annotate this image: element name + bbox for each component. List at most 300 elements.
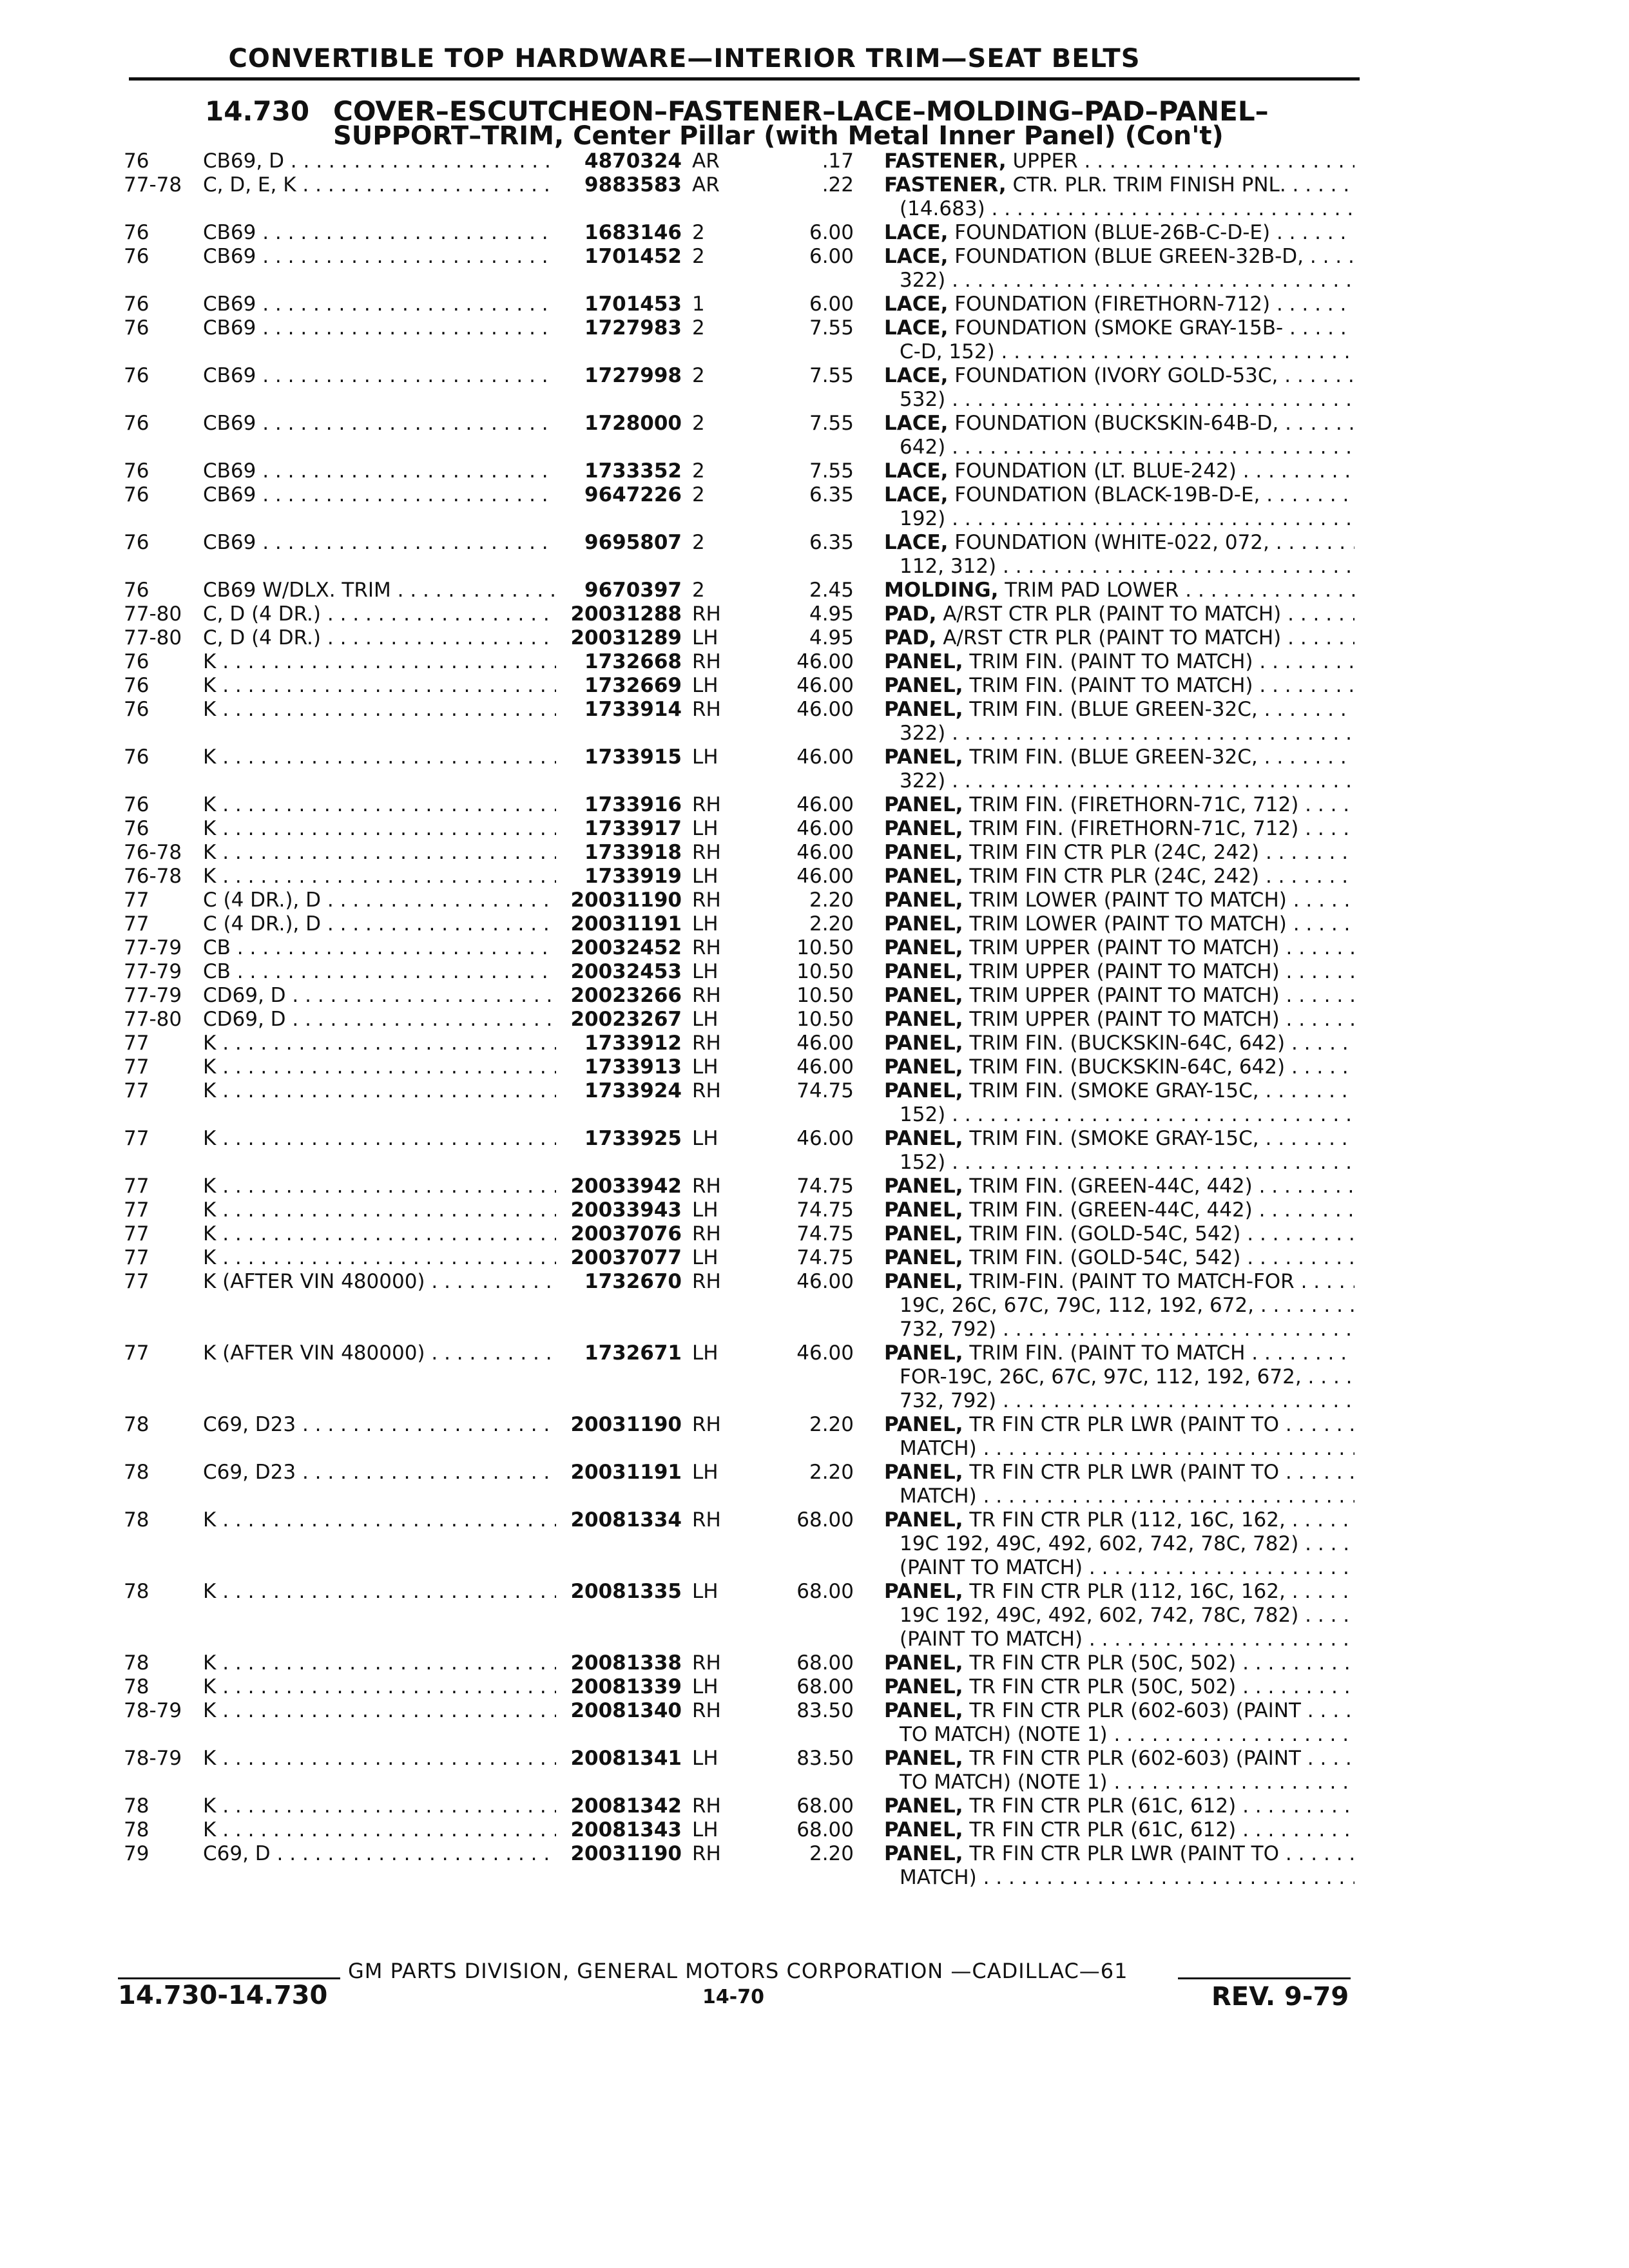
description-line — [884, 1580, 1354, 1604]
description-line — [884, 1389, 1354, 1413]
part-number: 20032453 — [570, 960, 682, 983]
part-year: 76 — [124, 674, 149, 697]
description-line — [884, 722, 1354, 745]
part-row — [0, 316, 1629, 364]
part-qty: AR — [692, 173, 720, 197]
part-name: PANEL, — [884, 1008, 963, 1031]
description-text: TO MATCH) (NOTE 1) — [900, 1723, 1108, 1746]
part-price: 74.75 — [796, 1175, 854, 1198]
part-number: 20033943 — [570, 1198, 682, 1222]
part-row — [0, 412, 1629, 459]
part-price: 7.55 — [809, 459, 854, 483]
part-name: PANEL, — [884, 1413, 963, 1436]
part-description — [884, 1270, 1354, 1341]
part-year: 77-79 — [124, 960, 182, 983]
page-header-title: CONVERTIBLE TOP HARDWARE—INTERIOR TRIM—SEAT BELTS — [228, 44, 1141, 73]
part-price: 74.75 — [796, 1222, 854, 1245]
description-text: MATCH) — [900, 1485, 977, 1508]
part-description — [884, 1032, 1354, 1055]
part-row — [0, 1842, 1629, 1890]
part-description — [884, 459, 1354, 483]
part-price: 46.00 — [796, 674, 854, 697]
parts-list — [0, 149, 1629, 1890]
footer-corporation: GM PARTS DIVISION, GENERAL MOTORS CORPORATION —CADILLAC—61 — [348, 1959, 1128, 1983]
part-description — [884, 1651, 1354, 1675]
description-text: 152) — [900, 1103, 946, 1126]
description-line — [884, 1413, 1354, 1437]
part-number: 1733917 — [584, 817, 682, 840]
part-row — [0, 149, 1629, 173]
part-year: 77 — [124, 1127, 149, 1150]
part-name: PANEL, — [884, 865, 963, 888]
part-qty: RH — [692, 1508, 721, 1532]
description-text: TRIM UPPER (PAINT TO MATCH) — [963, 984, 1280, 1007]
description-text: TR FIN CTR PLR (112, 16C, 162, — [963, 1580, 1286, 1603]
part-description — [884, 745, 1354, 793]
description-text: 19C 192, 49C, 492, 602, 742, 78C, 782) — [900, 1604, 1299, 1627]
part-year: 76 — [124, 316, 149, 340]
description-line — [884, 1437, 1354, 1461]
part-qty: LH — [692, 1341, 718, 1365]
part-description — [884, 245, 1354, 293]
part-name: PANEL, — [884, 1198, 963, 1222]
description-text: A/RST CTR PLR (PAINT TO MATCH) — [936, 626, 1282, 649]
description-text: A/RST CTR PLR (PAINT TO MATCH) — [936, 602, 1282, 626]
part-description — [884, 149, 1354, 173]
part-row — [0, 1198, 1629, 1222]
footer-page-number: 14-70 — [702, 1986, 764, 2008]
part-price: 46.00 — [796, 1055, 854, 1079]
part-description — [884, 221, 1354, 245]
part-qty: LH — [692, 817, 718, 840]
part-row — [0, 221, 1629, 245]
part-description — [884, 1008, 1354, 1032]
part-row — [0, 1508, 1629, 1580]
description-text: C-D, 152) — [900, 340, 995, 363]
part-name: PANEL, — [884, 960, 963, 983]
part-name: LACE, — [884, 293, 949, 316]
part-number: 1733913 — [584, 1055, 682, 1079]
description-text: CTR. PLR. TRIM FINISH PNL. — [1006, 173, 1286, 197]
part-description — [884, 1461, 1354, 1508]
part-price: 68.00 — [796, 1675, 854, 1698]
part-year: 77 — [124, 1270, 149, 1293]
part-model: K . . . — [203, 1198, 556, 1222]
description-line — [884, 912, 1354, 936]
description-line — [884, 1008, 1354, 1032]
part-description — [884, 1341, 1354, 1413]
part-year: 76 — [124, 650, 149, 673]
description-line — [884, 1341, 1354, 1365]
part-year: 77-80 — [124, 626, 182, 649]
description-text: FOUNDATION (FIRETHORN-712) — [948, 293, 1271, 316]
description-line — [884, 1270, 1354, 1294]
part-model: K . . . — [203, 1175, 556, 1198]
part-qty: RH — [692, 1079, 721, 1102]
part-row — [0, 1818, 1629, 1842]
part-number: 20081339 — [570, 1675, 682, 1698]
part-number: 1733925 — [584, 1127, 682, 1150]
description-text: TRIM FIN. (PAINT TO MATCH) — [963, 674, 1253, 697]
part-name: LACE, — [884, 364, 949, 387]
part-number: 20081334 — [570, 1508, 682, 1532]
part-price: 7.55 — [809, 364, 854, 387]
part-qty: RH — [692, 984, 721, 1007]
part-description — [884, 531, 1354, 579]
part-model: K (AFTER VIN 480000) . . . — [203, 1270, 556, 1294]
part-number: 20031289 — [570, 626, 682, 649]
part-year: 76-78 — [124, 865, 182, 888]
part-name: PANEL, — [884, 1651, 963, 1675]
part-model: K . . . — [203, 1794, 556, 1818]
part-year: 78 — [124, 1413, 149, 1436]
part-model: K . . . — [203, 1222, 556, 1246]
part-row — [0, 293, 1629, 316]
part-name: PANEL, — [884, 1127, 963, 1150]
description-text: TRIM FIN. (GOLD-54C, 542) — [963, 1222, 1241, 1245]
part-number: 20023266 — [570, 984, 682, 1007]
description-line — [884, 1556, 1354, 1580]
part-row — [0, 745, 1629, 793]
part-description — [884, 1794, 1354, 1818]
description-text: TO MATCH) (NOTE 1) — [900, 1771, 1108, 1794]
part-name: LACE, — [884, 531, 949, 554]
part-row — [0, 1651, 1629, 1675]
part-year: 76 — [124, 149, 149, 173]
part-description — [884, 960, 1354, 984]
part-qty: LH — [692, 960, 718, 983]
part-name: LACE, — [884, 459, 949, 483]
description-text: FOUNDATION (BLUE-26B-C-D-E) — [948, 221, 1271, 244]
part-name: LACE, — [884, 316, 949, 340]
part-name: LACE, — [884, 412, 949, 435]
part-qty: RH — [692, 1699, 721, 1722]
part-qty: RH — [692, 1032, 721, 1055]
part-price: 10.50 — [796, 936, 854, 959]
description-line — [884, 1198, 1354, 1222]
part-number: 20081340 — [570, 1699, 682, 1722]
description-line — [884, 889, 1354, 912]
description-line — [884, 1032, 1354, 1055]
part-name: PANEL, — [884, 674, 963, 697]
part-name: PANEL, — [884, 841, 963, 864]
part-price: 6.35 — [809, 531, 854, 554]
description-line — [884, 388, 1354, 412]
part-number: 1728000 — [584, 412, 682, 435]
part-price: 2.20 — [809, 912, 854, 936]
part-model: K . . . — [203, 674, 556, 698]
part-name: PANEL, — [884, 1055, 963, 1079]
part-qty: RH — [692, 698, 721, 721]
part-name: PANEL, — [884, 1032, 963, 1055]
part-qty: 2 — [692, 531, 705, 554]
description-text: FOUNDATION (WHITE-022, 072, — [948, 531, 1269, 554]
part-price: 46.00 — [796, 1270, 854, 1293]
description-line — [884, 197, 1354, 221]
part-qty: 2 — [692, 412, 705, 435]
part-qty: LH — [692, 1461, 718, 1484]
part-price: 46.00 — [796, 1032, 854, 1055]
part-qty: RH — [692, 1270, 721, 1293]
description-line — [884, 1485, 1354, 1508]
part-description — [884, 483, 1354, 531]
section-title-line-1: COVER–ESCUTCHEON–FASTENER–LACE–MOLDING–PAD–PANEL– — [333, 95, 1269, 127]
description-line — [884, 1175, 1354, 1198]
description-text: TRIM FIN. (SMOKE GRAY-15C, — [963, 1127, 1259, 1150]
description-line — [884, 245, 1354, 269]
part-number: 1727998 — [584, 364, 682, 387]
part-qty: 1 — [692, 293, 705, 316]
description-line — [884, 1628, 1354, 1651]
part-number: 20031190 — [570, 889, 682, 912]
description-text: TRIM-FIN. (PAINT TO MATCH-FOR — [963, 1270, 1295, 1293]
part-description — [884, 579, 1354, 602]
description-line — [884, 507, 1354, 531]
part-row — [0, 1055, 1629, 1079]
part-model: C, D (4 DR.) . . . — [203, 626, 556, 650]
part-price: 68.00 — [796, 1508, 854, 1532]
part-model: CB69 . . . — [203, 364, 556, 388]
part-price: 46.00 — [796, 865, 854, 888]
description-text: TRIM FIN CTR PLR (24C, 242) — [963, 841, 1260, 864]
part-row — [0, 1175, 1629, 1198]
part-description — [884, 1818, 1354, 1842]
description-text: (PAINT TO MATCH) — [900, 1628, 1083, 1651]
part-model: CD69, D . . . — [203, 984, 556, 1008]
part-row — [0, 865, 1629, 889]
footer-section-range: 14.730-14.730 — [118, 1981, 328, 2010]
part-year: 76 — [124, 698, 149, 721]
description-text: MATCH) — [900, 1866, 977, 1889]
part-name: PANEL, — [884, 698, 963, 721]
part-price: 6.00 — [809, 293, 854, 316]
part-model: K . . . — [203, 1675, 556, 1699]
part-name: PANEL, — [884, 1508, 963, 1532]
part-model: CB . . . — [203, 960, 556, 984]
description-line — [884, 221, 1354, 245]
part-number: 20037076 — [570, 1222, 682, 1245]
part-model: K . . . — [203, 1651, 556, 1675]
part-price: 2.20 — [809, 1461, 854, 1484]
description-line — [884, 1508, 1354, 1532]
description-text: FOUNDATION (BUCKSKIN-64B-D, — [948, 412, 1279, 435]
part-year: 76 — [124, 221, 149, 244]
description-line — [884, 1151, 1354, 1175]
part-name: PANEL, — [884, 793, 963, 816]
part-model: K . . . — [203, 1508, 556, 1532]
part-description — [884, 817, 1354, 841]
description-line — [884, 459, 1354, 483]
description-text: 642) — [900, 436, 946, 459]
part-year: 78 — [124, 1580, 149, 1603]
part-model: CB69 . . . — [203, 412, 556, 436]
part-year: 78-79 — [124, 1699, 182, 1722]
part-name: PANEL, — [884, 1246, 963, 1269]
part-year: 77 — [124, 1198, 149, 1222]
description-line — [884, 1294, 1354, 1318]
part-price: 6.35 — [809, 483, 854, 506]
description-line — [884, 817, 1354, 841]
section-title-line-2: SUPPORT–TRIM, Center Pillar (with Metal Inner Panel) (Con't) — [333, 121, 1224, 151]
part-qty: 2 — [692, 364, 705, 387]
description-text: FOUNDATION (SMOKE GRAY-15B- — [948, 316, 1284, 340]
part-qty: RH — [692, 650, 721, 673]
description-line — [884, 745, 1354, 769]
part-price: 68.00 — [796, 1818, 854, 1841]
part-qty: LH — [692, 912, 718, 936]
description-line — [884, 1866, 1354, 1890]
part-price: 2.20 — [809, 1413, 854, 1436]
part-qty: LH — [692, 1127, 718, 1150]
description-text: FOR-19C, 26C, 67C, 97C, 112, 192, 672, — [900, 1365, 1302, 1389]
description-text: 732, 792) — [900, 1389, 997, 1412]
description-line — [884, 1103, 1354, 1127]
section-number: 14.730 — [205, 95, 310, 127]
part-description — [884, 674, 1354, 698]
part-price: 6.00 — [809, 245, 854, 268]
part-price: 68.00 — [796, 1651, 854, 1675]
description-line — [884, 364, 1354, 388]
part-price: .17 — [822, 149, 854, 173]
part-price: 68.00 — [796, 1580, 854, 1603]
description-line — [884, 602, 1354, 626]
part-price: 4.95 — [809, 626, 854, 649]
description-text: TRIM FIN. (FIRETHORN-71C, 712) — [963, 817, 1299, 840]
part-price: 46.00 — [796, 817, 854, 840]
part-model: K . . . — [203, 1055, 556, 1079]
part-row — [0, 936, 1629, 960]
description-line — [884, 1055, 1354, 1079]
description-text: FOUNDATION (BLACK-19B-D-E, — [948, 483, 1260, 506]
description-line — [884, 650, 1354, 674]
part-price: 74.75 — [796, 1079, 854, 1102]
part-model: C (4 DR.), D . . . — [203, 889, 556, 912]
part-row — [0, 1270, 1629, 1341]
part-year: 78 — [124, 1675, 149, 1698]
part-price: 10.50 — [796, 960, 854, 983]
part-description — [884, 889, 1354, 912]
part-year: 76 — [124, 483, 149, 506]
description-text: FOUNDATION (IVORY GOLD-53C, — [948, 364, 1278, 387]
part-number: 1733912 — [584, 1032, 682, 1055]
description-text: 19C 192, 49C, 492, 602, 742, 78C, 782) — [900, 1532, 1299, 1555]
part-model: K . . . — [203, 1127, 556, 1151]
description-line — [884, 436, 1354, 459]
part-row — [0, 889, 1629, 912]
part-row — [0, 841, 1629, 865]
part-model: C, D (4 DR.) . . . — [203, 602, 556, 626]
part-name: PANEL, — [884, 1818, 963, 1841]
part-year: 78-79 — [124, 1747, 182, 1770]
part-description — [884, 793, 1354, 817]
part-price: 83.50 — [796, 1699, 854, 1722]
description-line — [884, 1079, 1354, 1103]
description-line — [884, 698, 1354, 722]
part-number: 1733924 — [584, 1079, 682, 1102]
part-description — [884, 1127, 1354, 1175]
part-number: 1732669 — [584, 674, 682, 697]
part-number: 20031190 — [570, 1842, 682, 1865]
header-rule — [129, 77, 1360, 81]
description-text: TRIM FIN. (SMOKE GRAY-15C, — [963, 1079, 1259, 1102]
part-number: 20081338 — [570, 1651, 682, 1675]
description-line — [884, 483, 1354, 507]
description-text: TRIM PAD LOWER — [998, 579, 1179, 602]
part-row — [0, 1008, 1629, 1032]
part-number: 20031288 — [570, 602, 682, 626]
part-year: 77-78 — [124, 173, 182, 197]
part-row — [0, 960, 1629, 984]
description-line — [884, 1651, 1354, 1675]
part-qty: RH — [692, 1842, 721, 1865]
description-line — [884, 769, 1354, 793]
part-qty: 2 — [692, 483, 705, 506]
part-description — [884, 1246, 1354, 1270]
part-description — [884, 1055, 1354, 1079]
part-description — [884, 1175, 1354, 1198]
part-name: FASTENER, — [884, 173, 1007, 197]
part-price: 2.20 — [809, 1842, 854, 1865]
part-qty: LH — [692, 1675, 718, 1698]
part-name: PAD, — [884, 602, 937, 626]
part-description — [884, 1508, 1354, 1580]
part-qty: RH — [692, 793, 721, 816]
part-row — [0, 173, 1629, 221]
part-model: C69, D23 . . . — [203, 1413, 556, 1437]
part-row — [0, 1747, 1629, 1794]
description-text: TR FIN CTR PLR (50C, 502) — [963, 1651, 1237, 1675]
description-line — [884, 1675, 1354, 1699]
description-text: TR FIN CTR PLR (61C, 612) — [963, 1818, 1237, 1841]
part-number: 4870324 — [584, 149, 682, 173]
part-price: 6.00 — [809, 221, 854, 244]
part-name: PANEL, — [884, 936, 963, 959]
part-number: 20031191 — [570, 1461, 682, 1484]
part-description — [884, 1198, 1354, 1222]
part-number: 20031191 — [570, 912, 682, 936]
part-number: 1733914 — [584, 698, 682, 721]
description-text: TRIM FIN. (PAINT TO MATCH — [963, 1341, 1246, 1365]
part-name: PANEL, — [884, 1222, 963, 1245]
part-number: 20023267 — [570, 1008, 682, 1031]
part-name: PAD, — [884, 626, 937, 649]
description-line — [884, 793, 1354, 817]
part-year: 77 — [124, 1055, 149, 1079]
part-qty: 2 — [692, 579, 705, 602]
part-year: 76-78 — [124, 841, 182, 864]
part-row — [0, 1580, 1629, 1651]
part-year: 78 — [124, 1508, 149, 1532]
part-qty: LH — [692, 1198, 718, 1222]
part-row — [0, 1246, 1629, 1270]
description-text: TR FIN CTR PLR LWR (PAINT TO — [963, 1413, 1280, 1436]
part-number: 1733918 — [584, 841, 682, 864]
part-year: 77 — [124, 1222, 149, 1245]
part-name: PANEL, — [884, 1842, 963, 1865]
part-qty: RH — [692, 936, 721, 959]
part-name: LACE, — [884, 221, 949, 244]
part-description — [884, 1222, 1354, 1246]
description-text: TRIM FIN. (BUCKSKIN-64C, 642) — [963, 1032, 1286, 1055]
part-model: K . . . — [203, 1699, 556, 1723]
description-line — [884, 1699, 1354, 1723]
description-line — [884, 1747, 1354, 1771]
description-text: TRIM UPPER (PAINT TO MATCH) — [963, 1008, 1280, 1031]
part-price: 2.20 — [809, 889, 854, 912]
description-text: TRIM FIN. (GREEN-44C, 442) — [963, 1198, 1253, 1222]
part-number: 1733916 — [584, 793, 682, 816]
part-qty: RH — [692, 1651, 721, 1675]
